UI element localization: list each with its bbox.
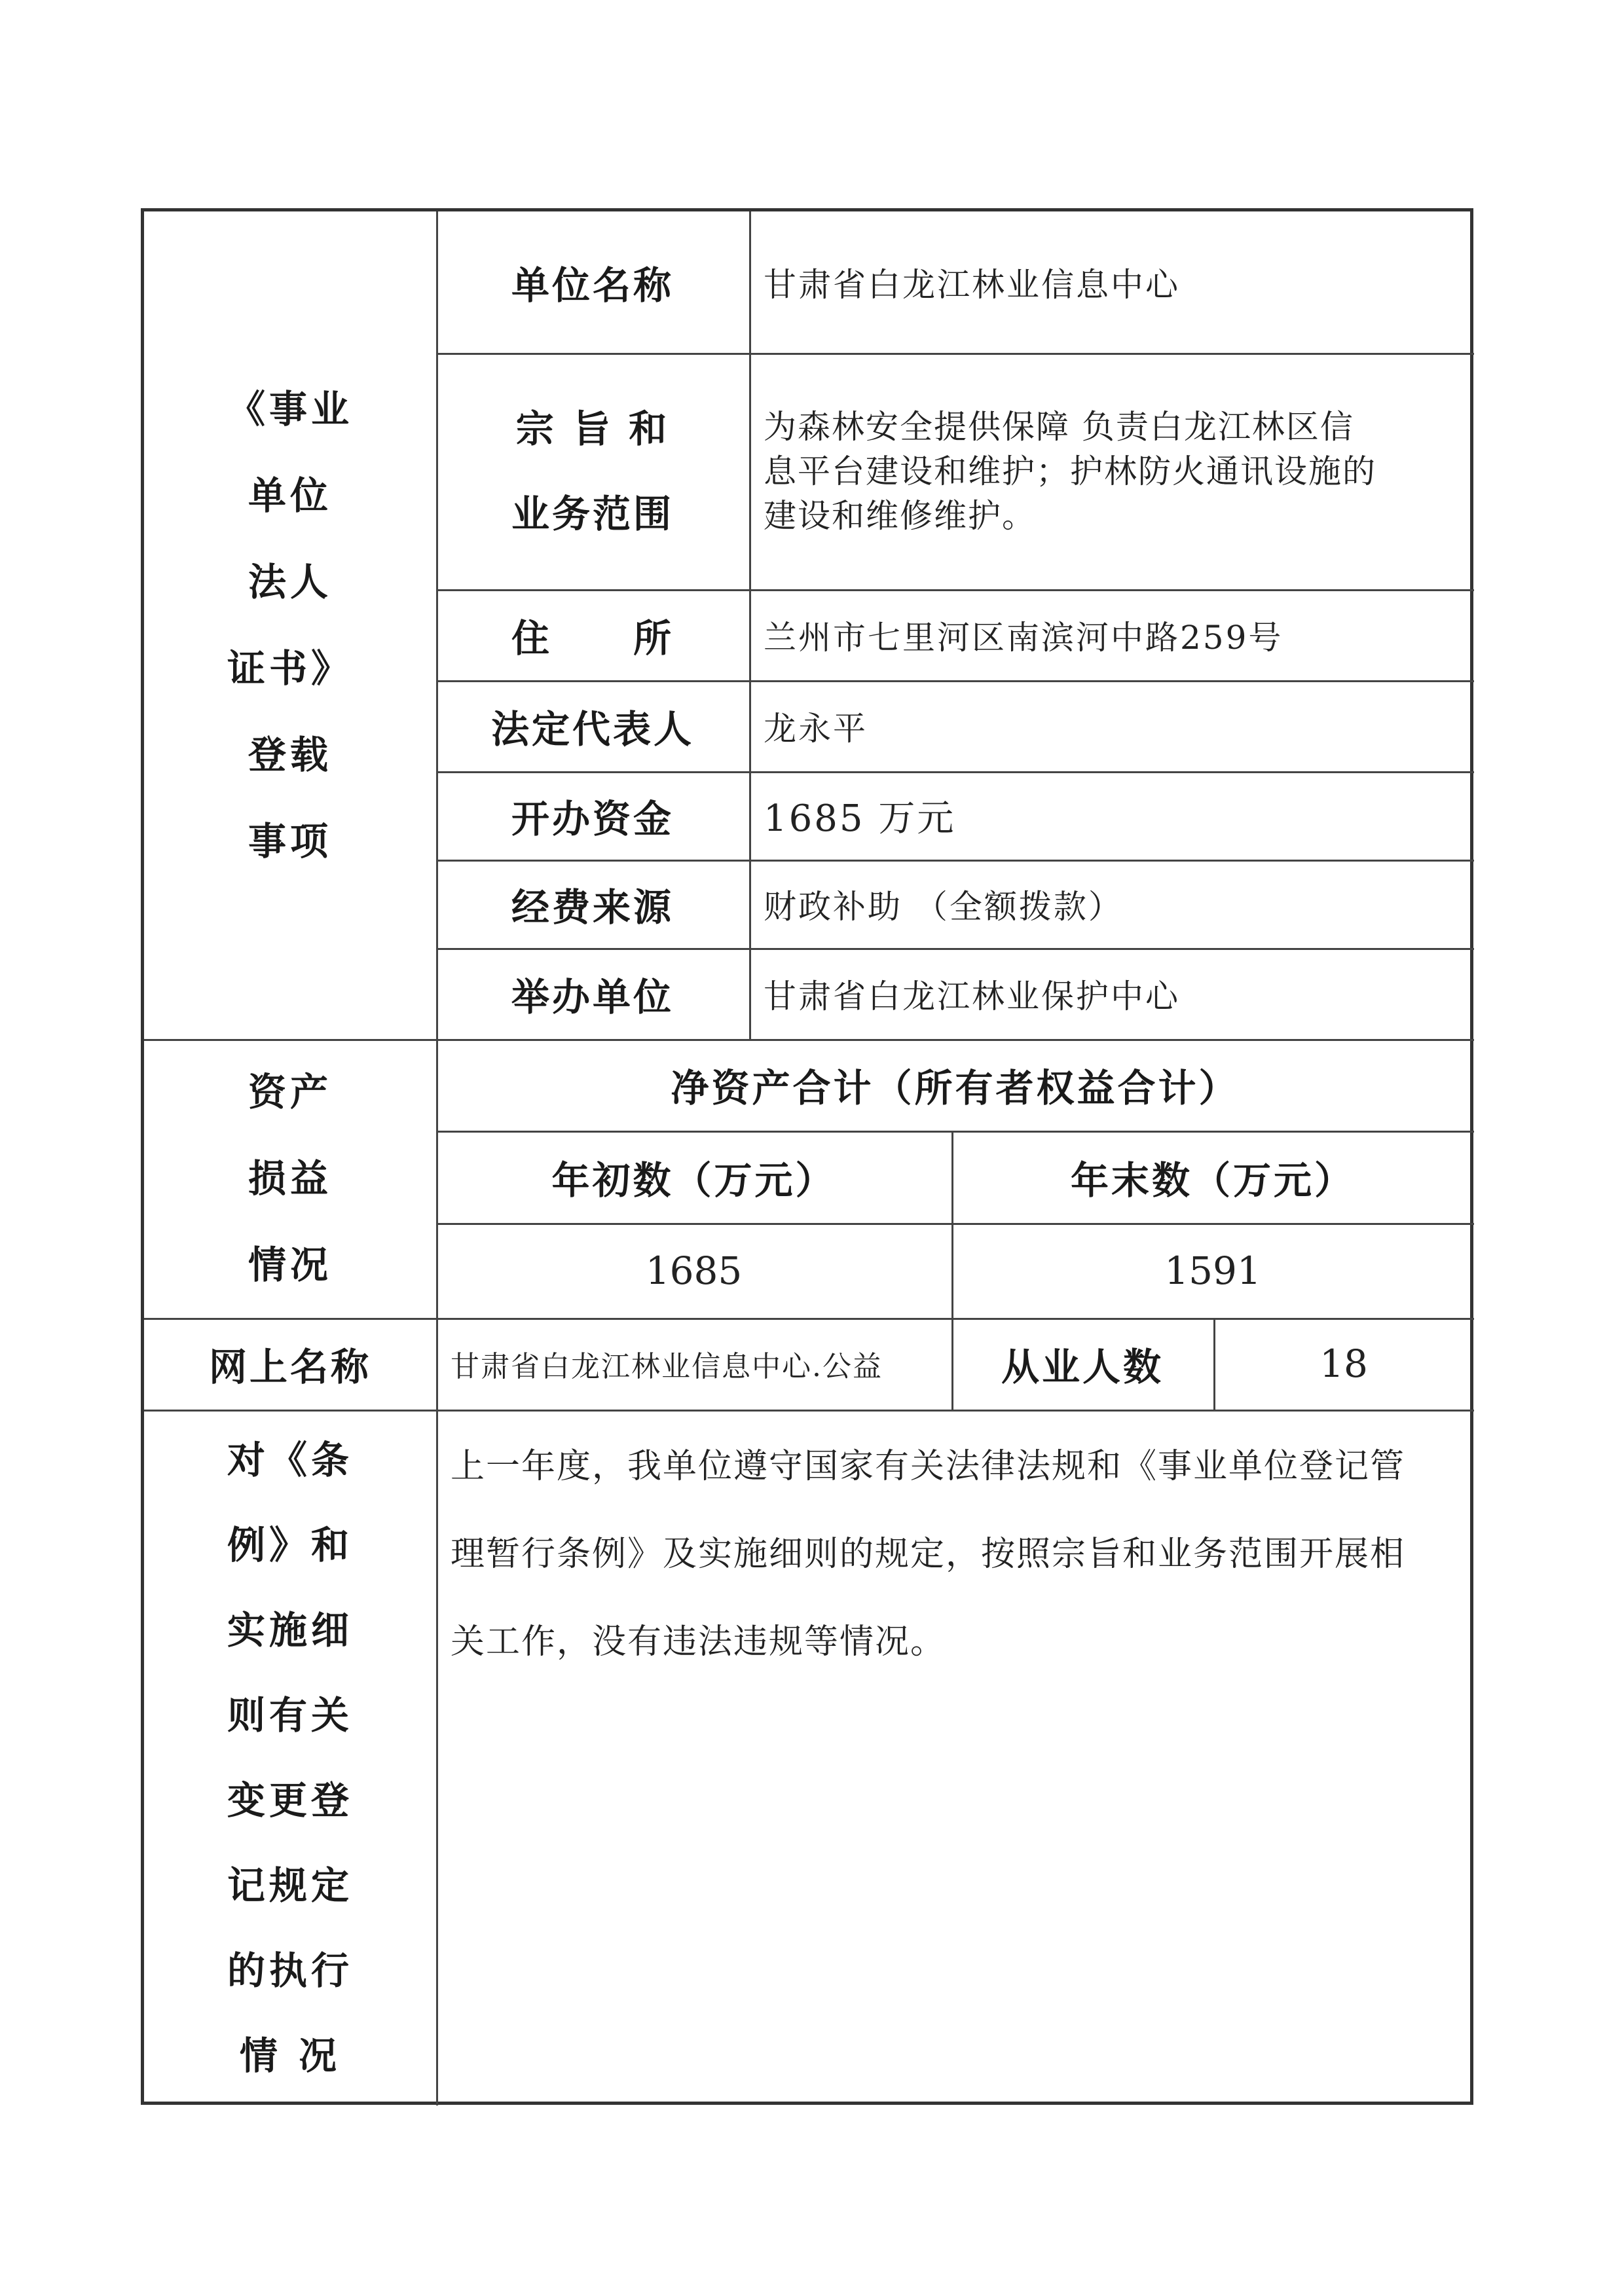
label-line: 情 况 <box>239 2033 341 2078</box>
purpose-line: 息平台建设和维护；护林防火通讯设施的 <box>764 452 1376 490</box>
online-name-label: 网上名称 <box>208 1345 371 1389</box>
label-line: 单位 <box>248 473 332 518</box>
net-assets-header: 净资产合计（所有者权益合计） <box>671 1066 1240 1110</box>
purpose-line: 建设和维修维护。 <box>764 496 1036 535</box>
label-line: 登载 <box>248 733 332 777</box>
label-line: 证书》 <box>227 646 353 691</box>
label-line: 情况 <box>248 1243 332 1287</box>
purpose-value <box>749 353 1474 589</box>
label-line: 变更登 <box>227 1777 353 1823</box>
funding-value: 财政补助 （全额拨款） <box>764 887 1123 926</box>
label-line: 法人 <box>248 560 332 604</box>
label-line: 宗 旨 和 <box>515 406 670 451</box>
label-line: 例》和 <box>227 1522 353 1567</box>
end-year-value: 1591 <box>1164 1248 1261 1293</box>
statement-line: 理暂行条例》及实施细则的规定，按照宗旨和业务范围开展相 <box>451 1535 1406 1574</box>
statement-line: 关工作，没有违法违规等情况。 <box>451 1622 946 1662</box>
capital-value: 1685 万元 <box>764 797 956 840</box>
begin-year-value: 1685 <box>645 1248 743 1293</box>
label-line: 损益 <box>248 1156 332 1201</box>
legal-rep-value: 龙永平 <box>764 709 868 748</box>
sponsor-value: 甘肃省白龙江林业保护中心 <box>764 977 1180 1015</box>
label-line: 《事业 <box>227 387 353 431</box>
capital-label: 开办资金 <box>511 796 674 841</box>
label-line: 资产 <box>248 1070 332 1114</box>
begin-year-label: 年初数（万元） <box>551 1157 836 1203</box>
assets-section-label <box>144 1039 436 1318</box>
label-line: 对《条 <box>227 1437 353 1482</box>
statement-line: 上一年度，我单位遵守国家有关法律法规和《事业单位登记管 <box>451 1447 1406 1486</box>
end-year-label: 年末数（万元） <box>1070 1157 1355 1203</box>
annual-report-table <box>141 208 1473 2105</box>
staff-count-label: 从业人数 <box>1001 1345 1164 1389</box>
residence-label: 住 所 <box>511 615 674 661</box>
label-line: 实施细 <box>227 1607 353 1652</box>
label-line: 记规定 <box>227 1863 353 1908</box>
sponsor-label: 举办单位 <box>511 974 674 1019</box>
residence-value: 兰州市七里河区南滨河中路259号 <box>764 618 1283 657</box>
staff-count-value: 18 <box>1320 1341 1368 1386</box>
unit-name-label: 单位名称 <box>511 263 674 308</box>
label-line: 的执行 <box>227 1948 353 1993</box>
unit-name-value: 甘肃省白龙江林业信息中心 <box>764 266 1180 304</box>
purpose-label <box>436 353 749 589</box>
compliance-section-label <box>144 1410 436 2105</box>
legal-rep-label: 法定代表人 <box>490 706 694 752</box>
online-name-value: 甘肃省白龙江林业信息中心.公益 <box>451 1350 883 1383</box>
registration-section-label <box>144 211 436 1039</box>
funding-label: 经费来源 <box>511 884 674 930</box>
label-line: 事项 <box>248 819 332 864</box>
label-line: 业务范围 <box>511 491 674 536</box>
label-line: 则有关 <box>227 1692 353 1738</box>
purpose-line: 为森林安全提供保障 负责白龙江林区信 <box>764 407 1354 446</box>
compliance-statement <box>436 1410 1474 2105</box>
